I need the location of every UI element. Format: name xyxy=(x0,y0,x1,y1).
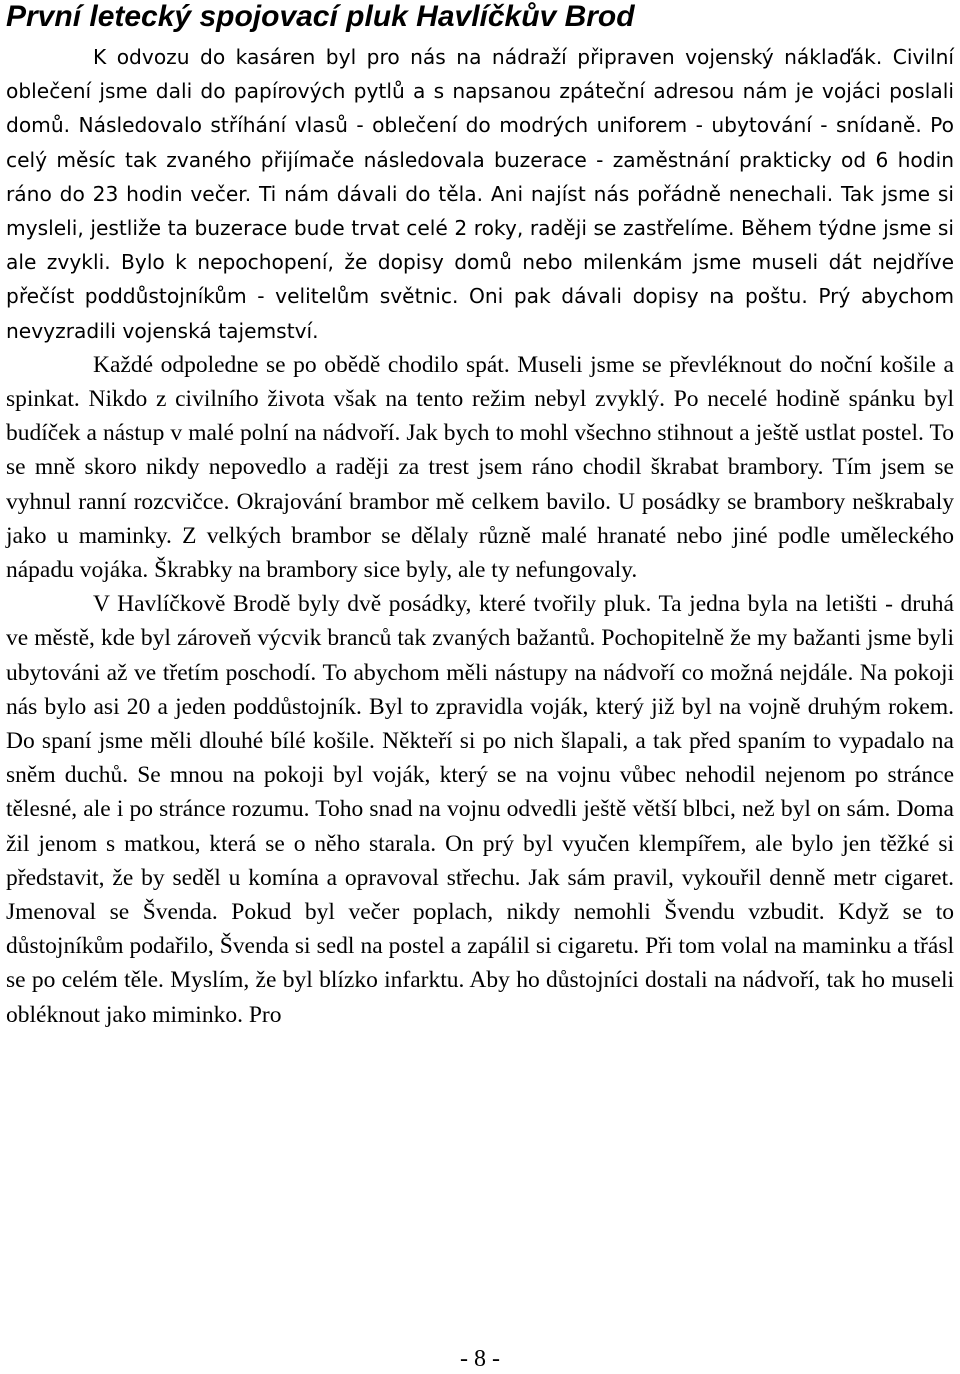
body-text xyxy=(6,40,954,1032)
paragraph-1 xyxy=(6,40,954,348)
paragraph-3-text: V Havlíčkově Brodě byly dvě posádky, které tvořily pluk. Ta jedna byla na letišti - druhá ve městě, kde byl zároveň výcvik branců tak zvaných bažantů. Pochopitelně že my bažanti jsme byli ubytováni až ve třetím poschodí. To abychom měli nástupy na nádvoří co možná nejdále. Na pokoji nás bylo asi 20 a jeden poddůstojník. Byl to zpravidla voják, který již byl na vojně druhým rokem. Do spaní jsme měli dlouhé bílé košile. Někteří si po nich šlapali, a tak před spaním to vypadalo na sněm duchů. Se mnou na pokoji byl voják, který se na vojnu vůbec nehodil nejenom po stránce tělesné, ale i po stránce rozumu. Toho snad na vojnu odvedli ještě větší blbci, než byl on sám. Doma žil jenom s matkou, která se o něho starala. On prý byl vyučen klempířem, ale bylo jen těžké si představit, že by seděl u komína a opravoval střechu. Jak sám pravil, vykouřil denně metr cigaret. Jmenoval se Švenda. Pokud byl večer poplach, nikdy nemohli Švendu vzbudit. Když se to důstojníkům podařilo, Švenda si sedl na postel a zapálil si cigaretu. Při tom volal na maminku a třásl se po celém těle. Myslím, že byl blízko infarktu. Aby ho důstojníci dostali na nádvoří, tak ho museli obléknout jako miminko. Pro xyxy=(6,591,954,1028)
page-number: - 8 - xyxy=(460,1346,500,1372)
paragraph-1-sans-text: K odvozu do kasáren byl pro nás na nádraží připraven vojenský náklaďák. Civilní oblečení jsme dali do papírových pytlů a s napsanou zpáteční adresou nám je vojáci poslali domů. Následovalo stříhání vlasů - oblečení do modrých uniforem - ubytování - snídaně. Po celý měsíc tak zvaného přijímače následovala buzerace - zaměstnání prakticky od 6 hodin ráno do 23 hodin večer. Ti nám dávali do těla. Ani najíst nás pořádně nenechali. Tak jsme si mysleli, jestliže ta buzerace bude trvat celé 2 roky, raději se zastřelíme. Během týdne jsme si ale zvykli. Bylo k nepochopení, že dopisy domů nebo milenkám jsme museli dát nejdříve přečíst poddůstojníkům - velitelům světnic. Oni pak dávali dopisy na poštu. Prý abychom nevyzradili vojenská tajemství. xyxy=(6,45,954,343)
page-title: První letecký spojovací pluk Havlíčkův Brod xyxy=(6,0,635,33)
paragraph-2-text: Každé odpoledne se po obědě chodilo spát. Museli jsme se převléknout do noční košile a spinkat. Nikdo z civilního života však na tento režim nebyl zvyklý. Po necelé hodině spánku byl budíček a nástup v malé polní na nádvoří. Jak bych to mohl všechno stihnout a ještě ustlat postel. To se mně skoro nikdy nepovedlo a raději za trest jsem ráno chodil škrabat brambory. Tím jsem se vyhnul ranní rozcvičce. Okrajování brambor mě celkem bavilo. U posádky se brambory neškrabaly jako u maminky. Z velkých brambor se dělaly různě malé hranaté nebo jiné podle uměleckého nápadu vojáka. Škrabky na brambory sice byly, ale ty nefungovaly. xyxy=(6,351,954,584)
paragraph-2 xyxy=(6,348,954,587)
paragraph-3 xyxy=(6,587,954,1032)
